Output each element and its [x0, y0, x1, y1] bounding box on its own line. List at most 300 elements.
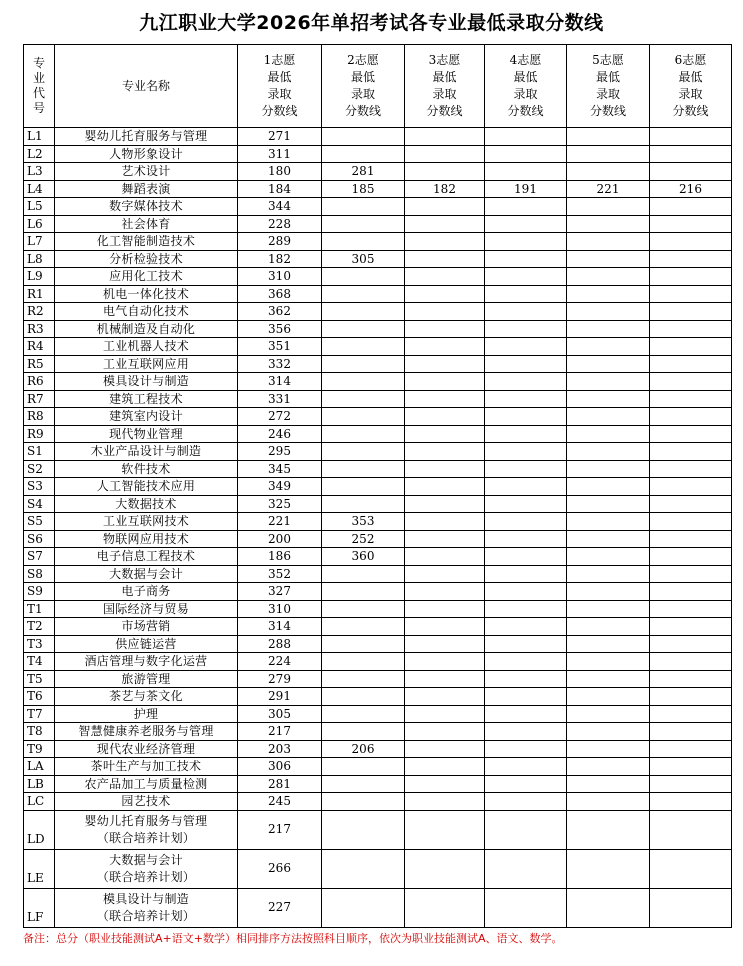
choice-5-score-cell: [567, 355, 650, 373]
major-name-cell: 化工智能制造技术: [55, 233, 238, 251]
table-row: [24, 723, 732, 741]
choice-5-score-cell: [567, 670, 650, 688]
table-row: [24, 793, 732, 811]
choice-4-score-cell: [485, 670, 567, 688]
choice-2-score-cell: [322, 320, 405, 338]
choice-4-score-cell: [485, 758, 567, 776]
major-code-cell: S6: [24, 530, 55, 548]
choice-4-score-cell: [485, 233, 567, 251]
choice-2-score-cell: [322, 849, 405, 888]
choice-1-score-cell: 351: [238, 338, 322, 356]
choice-6-score-cell: [650, 285, 732, 303]
choice-1-score-cell: 352: [238, 565, 322, 583]
choice-5-score-cell: [567, 775, 650, 793]
choice-4-score-cell: [485, 513, 567, 531]
major-name-cell: 供应链运营: [55, 635, 238, 653]
choice-1-score-cell: 200: [238, 530, 322, 548]
choice-3-score-cell: [405, 390, 485, 408]
choice-5-score-cell: [567, 495, 650, 513]
table-row: [24, 758, 732, 776]
major-code-cell: S3: [24, 478, 55, 496]
header-line: 录取: [432, 87, 457, 101]
major-name-cell: 市场营销: [55, 618, 238, 636]
header-line: 最低: [513, 70, 538, 84]
table-row: [24, 810, 732, 849]
major-name-cell: 护理: [55, 705, 238, 723]
table-row: [24, 888, 732, 927]
header-line: 3志愿: [428, 53, 461, 67]
choice-1-score-cell: 306: [238, 758, 322, 776]
choice-4-score-cell: [485, 810, 567, 849]
choice-2-score-cell: 360: [322, 548, 405, 566]
choice-6-score-cell: [650, 320, 732, 338]
admission-score-table: [23, 44, 732, 928]
choice-6-score-cell: [650, 758, 732, 776]
choice-1-score-cell: 345: [238, 460, 322, 478]
choice-6-score-cell: [650, 268, 732, 286]
choice-2-score-cell: [322, 303, 405, 321]
choice-3-score-cell: [405, 198, 485, 216]
major-name-cell: 软件技术: [55, 460, 238, 478]
table-row: [24, 478, 732, 496]
major-name-line: 模具设计与制造: [102, 891, 190, 906]
header-choice-1: [238, 45, 322, 128]
choice-6-score-cell: [650, 635, 732, 653]
choice-1-score-cell: 217: [238, 723, 322, 741]
header-line: 最低: [432, 70, 457, 84]
choice-1-score-cell: 310: [238, 600, 322, 618]
major-name-line: 大数据与会计: [109, 852, 183, 867]
header-line: 分数线: [261, 104, 298, 118]
table-row: [24, 460, 732, 478]
choice-6-score-cell: [650, 390, 732, 408]
major-plan-line: （联合培养计划）: [96, 869, 196, 884]
major-code-cell: L9: [24, 268, 55, 286]
choice-4-score-cell: [485, 373, 567, 391]
choice-3-score-cell: [405, 849, 485, 888]
choice-1-score-cell: 245: [238, 793, 322, 811]
choice-2-score-cell: [322, 233, 405, 251]
header-code-line: 号: [32, 101, 45, 115]
choice-3-score-cell: [405, 460, 485, 478]
table-row: [24, 618, 732, 636]
choice-4-score-cell: [485, 618, 567, 636]
choice-5-score-cell: [567, 233, 650, 251]
choice-5-score-cell: [567, 320, 650, 338]
choice-5-score-cell: [567, 688, 650, 706]
choice-4-score-cell: [485, 320, 567, 338]
choice-1-score-cell: 281: [238, 775, 322, 793]
table-row: [24, 390, 732, 408]
choice-6-score-cell: [650, 303, 732, 321]
header-choice-6: [650, 45, 732, 128]
major-code-cell: L4: [24, 180, 55, 198]
header-line: 1志愿: [263, 53, 296, 67]
major-code-cell: LD: [24, 810, 55, 849]
major-plan-line: （联合培养计划）: [96, 830, 196, 845]
choice-3-score-cell: [405, 688, 485, 706]
choice-4-score-cell: [485, 145, 567, 163]
major-code-cell: R6: [24, 373, 55, 391]
major-code-cell: LE: [24, 849, 55, 888]
choice-3-score-cell: [405, 758, 485, 776]
header-line: 录取: [350, 87, 375, 101]
major-code-cell: T1: [24, 600, 55, 618]
table-row: [24, 775, 732, 793]
header-line: 分数线: [344, 104, 381, 118]
table-row: [24, 180, 732, 198]
choice-6-score-cell: [650, 618, 732, 636]
major-code-cell: LC: [24, 793, 55, 811]
choice-4-score-cell: [485, 548, 567, 566]
choice-5-score-cell: 221: [567, 180, 650, 198]
choice-3-score-cell: [405, 478, 485, 496]
choice-1-score-cell: 279: [238, 670, 322, 688]
header-choice-3: [405, 45, 485, 128]
choice-2-score-cell: [322, 705, 405, 723]
table-row: [24, 635, 732, 653]
major-name-cell: 工业互联网技术: [55, 513, 238, 531]
major-name-cell: 人物形象设计: [55, 145, 238, 163]
major-code-cell: T2: [24, 618, 55, 636]
header-line: 4志愿: [509, 53, 542, 67]
choice-1-score-cell: 289: [238, 233, 322, 251]
table-row: [24, 233, 732, 251]
choice-2-score-cell: 353: [322, 513, 405, 531]
major-code-cell: R8: [24, 408, 55, 426]
choice-6-score-cell: [650, 338, 732, 356]
header-line: 录取: [595, 87, 620, 101]
choice-3-score-cell: [405, 583, 485, 601]
table-row: [24, 128, 732, 146]
choice-6-score-cell: [650, 425, 732, 443]
choice-4-score-cell: [485, 425, 567, 443]
header-major-code: [24, 45, 55, 128]
choice-3-score-cell: [405, 495, 485, 513]
major-name-cell: 机电一体化技术: [55, 285, 238, 303]
choice-5-score-cell: [567, 390, 650, 408]
choice-4-score-cell: [485, 740, 567, 758]
major-name-cell: [55, 810, 238, 849]
choice-2-score-cell: [322, 460, 405, 478]
choice-6-score-cell: [650, 233, 732, 251]
major-name-cell: [55, 888, 238, 927]
major-code-cell: L1: [24, 128, 55, 146]
header-line: 最低: [350, 70, 375, 84]
major-name-cell: 建筑工程技术: [55, 390, 238, 408]
major-code-cell: S2: [24, 460, 55, 478]
header-line: 2志愿: [347, 53, 379, 67]
choice-3-score-cell: [405, 163, 485, 181]
major-name-cell: 农产品加工与质量检测: [55, 775, 238, 793]
choice-1-score-cell: 291: [238, 688, 322, 706]
choice-3-score-cell: [405, 145, 485, 163]
major-name-cell: 工业机器人技术: [55, 338, 238, 356]
header-major-name: [55, 45, 238, 128]
choice-1-score-cell: 295: [238, 443, 322, 461]
major-name-cell: 国际经济与贸易: [55, 600, 238, 618]
choice-4-score-cell: [485, 250, 567, 268]
choice-2-score-cell: [322, 653, 405, 671]
choice-3-score-cell: [405, 793, 485, 811]
table-row: [24, 705, 732, 723]
choice-1-score-cell: 344: [238, 198, 322, 216]
choice-3-score-cell: [405, 740, 485, 758]
header-line: 录取: [267, 87, 292, 101]
choice-1-score-cell: 266: [238, 849, 322, 888]
header-line: 分数线: [672, 104, 709, 118]
choice-6-score-cell: [650, 740, 732, 758]
choice-4-score-cell: [485, 460, 567, 478]
major-name-cell: 酒店管理与数字化运营: [55, 653, 238, 671]
major-name-cell: 分析检验技术: [55, 250, 238, 268]
choice-2-score-cell: [322, 355, 405, 373]
header-code-line: 业: [32, 71, 45, 85]
choice-1-score-cell: 246: [238, 425, 322, 443]
major-name-cell: 木业产品设计与制造: [55, 443, 238, 461]
choice-1-score-cell: 331: [238, 390, 322, 408]
choice-1-score-cell: 186: [238, 548, 322, 566]
choice-2-score-cell: [322, 285, 405, 303]
choice-3-score-cell: [405, 268, 485, 286]
choice-1-score-cell: 325: [238, 495, 322, 513]
choice-1-score-cell: 349: [238, 478, 322, 496]
major-name-cell: 艺术设计: [55, 163, 238, 181]
choice-5-score-cell: [567, 373, 650, 391]
choice-4-score-cell: [485, 390, 567, 408]
major-code-cell: R7: [24, 390, 55, 408]
major-name-cell: 茶艺与茶文化: [55, 688, 238, 706]
choice-2-score-cell: [322, 758, 405, 776]
table-row: [24, 408, 732, 426]
header-line: 分数线: [589, 104, 626, 118]
choice-5-score-cell: [567, 338, 650, 356]
choice-3-score-cell: [405, 565, 485, 583]
choice-3-score-cell: 182: [405, 180, 485, 198]
table-row: [24, 163, 732, 181]
header-line: 6志愿: [674, 53, 707, 67]
choice-2-score-cell: [322, 583, 405, 601]
choice-4-score-cell: [485, 268, 567, 286]
choice-6-score-cell: [650, 888, 732, 927]
choice-2-score-cell: [322, 600, 405, 618]
choice-5-score-cell: [567, 268, 650, 286]
table-row: [24, 425, 732, 443]
choice-2-score-cell: [322, 408, 405, 426]
major-name-cell: 数字媒体技术: [55, 198, 238, 216]
major-code-cell: LF: [24, 888, 55, 927]
choice-3-score-cell: [405, 888, 485, 927]
choice-4-score-cell: [485, 215, 567, 233]
choice-6-score-cell: [650, 583, 732, 601]
choice-4-score-cell: [485, 303, 567, 321]
header-choice-2: [322, 45, 405, 128]
table-row: [24, 583, 732, 601]
major-name-cell: 园艺技术: [55, 793, 238, 811]
choice-4-score-cell: [485, 775, 567, 793]
major-name-cell: [55, 849, 238, 888]
choice-6-score-cell: [650, 600, 732, 618]
choice-1-score-cell: 327: [238, 583, 322, 601]
choice-2-score-cell: [322, 688, 405, 706]
choice-4-score-cell: [485, 600, 567, 618]
major-code-cell: S5: [24, 513, 55, 531]
header-line: 最低: [595, 70, 620, 84]
choice-3-score-cell: [405, 600, 485, 618]
choice-1-score-cell: 305: [238, 705, 322, 723]
choice-2-score-cell: 305: [322, 250, 405, 268]
choice-2-score-cell: [322, 618, 405, 636]
choice-3-score-cell: [405, 373, 485, 391]
choice-4-score-cell: [485, 128, 567, 146]
choice-5-score-cell: [567, 425, 650, 443]
major-code-cell: T6: [24, 688, 55, 706]
choice-5-score-cell: [567, 285, 650, 303]
major-name-cell: 电子信息工程技术: [55, 548, 238, 566]
table-row: [24, 320, 732, 338]
choice-3-score-cell: [405, 548, 485, 566]
major-code-cell: LA: [24, 758, 55, 776]
major-name-cell: 人工智能技术应用: [55, 478, 238, 496]
choice-2-score-cell: [322, 775, 405, 793]
choice-6-score-cell: [650, 355, 732, 373]
choice-3-score-cell: [405, 320, 485, 338]
choice-6-score-cell: [650, 849, 732, 888]
major-name-cell: 现代物业管理: [55, 425, 238, 443]
choice-1-score-cell: 272: [238, 408, 322, 426]
choice-3-score-cell: [405, 513, 485, 531]
choice-5-score-cell: [567, 478, 650, 496]
footnote: 备注：总分（职业技能测试A+语文+数学）相同排序方法按照科目顺序，依次为职业技能测试A、语文、数学。: [23, 932, 563, 945]
choice-5-score-cell: [567, 198, 650, 216]
choice-4-score-cell: [485, 849, 567, 888]
choice-5-score-cell: [567, 583, 650, 601]
choice-3-score-cell: [405, 285, 485, 303]
choice-2-score-cell: [322, 338, 405, 356]
choice-1-score-cell: 221: [238, 513, 322, 531]
choice-2-score-cell: [322, 723, 405, 741]
major-code-cell: T8: [24, 723, 55, 741]
major-name-cell: 应用化工技术: [55, 268, 238, 286]
choice-4-score-cell: [485, 583, 567, 601]
major-code-cell: L7: [24, 233, 55, 251]
choice-6-score-cell: [650, 670, 732, 688]
choice-6-score-cell: [650, 513, 732, 531]
major-name-cell: 智慧健康养老服务与管理: [55, 723, 238, 741]
major-code-cell: S9: [24, 583, 55, 601]
table-row: [24, 530, 732, 548]
major-name-cell: 工业互联网应用: [55, 355, 238, 373]
choice-6-score-cell: [650, 163, 732, 181]
table-row: [24, 565, 732, 583]
major-name-cell: 大数据与会计: [55, 565, 238, 583]
major-name-cell: 机械制造及自动化: [55, 320, 238, 338]
table-row: [24, 198, 732, 216]
choice-6-score-cell: [650, 145, 732, 163]
choice-1-score-cell: 182: [238, 250, 322, 268]
table-row: [24, 355, 732, 373]
header-code-line: 专: [32, 56, 45, 70]
choice-5-score-cell: [567, 618, 650, 636]
choice-1-score-cell: 217: [238, 810, 322, 849]
header-code-line: 代: [32, 86, 45, 100]
choice-3-score-cell: [405, 653, 485, 671]
choice-4-score-cell: [485, 530, 567, 548]
choice-3-score-cell: [405, 530, 485, 548]
major-code-cell: R9: [24, 425, 55, 443]
choice-4-score-cell: [485, 565, 567, 583]
major-code-cell: L8: [24, 250, 55, 268]
choice-5-score-cell: [567, 145, 650, 163]
choice-3-score-cell: [405, 425, 485, 443]
choice-3-score-cell: [405, 810, 485, 849]
table-row: [24, 215, 732, 233]
choice-2-score-cell: [322, 810, 405, 849]
choice-6-score-cell: [650, 460, 732, 478]
choice-2-score-cell: [322, 215, 405, 233]
major-code-cell: T4: [24, 653, 55, 671]
choice-6-score-cell: [650, 565, 732, 583]
choice-3-score-cell: [405, 250, 485, 268]
choice-6-score-cell: [650, 653, 732, 671]
major-code-cell: T9: [24, 740, 55, 758]
choice-1-score-cell: 288: [238, 635, 322, 653]
choice-2-score-cell: 252: [322, 530, 405, 548]
choice-1-score-cell: 228: [238, 215, 322, 233]
choice-1-score-cell: 180: [238, 163, 322, 181]
major-name-cell: 电子商务: [55, 583, 238, 601]
choice-5-score-cell: [567, 758, 650, 776]
choice-2-score-cell: [322, 635, 405, 653]
choice-2-score-cell: [322, 888, 405, 927]
choice-6-score-cell: [650, 548, 732, 566]
table-row: [24, 495, 732, 513]
choice-5-score-cell: [567, 723, 650, 741]
major-name-cell: 舞蹈表演: [55, 180, 238, 198]
choice-4-score-cell: [485, 163, 567, 181]
choice-4-score-cell: [485, 198, 567, 216]
choice-3-score-cell: [405, 443, 485, 461]
major-code-cell: T7: [24, 705, 55, 723]
choice-5-score-cell: [567, 128, 650, 146]
choice-6-score-cell: [650, 688, 732, 706]
choice-5-score-cell: [567, 443, 650, 461]
choice-2-score-cell: [322, 425, 405, 443]
choice-3-score-cell: [405, 128, 485, 146]
choice-5-score-cell: [567, 565, 650, 583]
table-row: [24, 373, 732, 391]
major-code-cell: S4: [24, 495, 55, 513]
major-name-cell: 社会体育: [55, 215, 238, 233]
choice-3-score-cell: [405, 635, 485, 653]
header-line: 最低: [267, 70, 292, 84]
table-row: [24, 268, 732, 286]
major-code-cell: S7: [24, 548, 55, 566]
choice-3-score-cell: [405, 233, 485, 251]
choice-1-score-cell: 368: [238, 285, 322, 303]
choice-2-score-cell: [322, 198, 405, 216]
major-code-cell: L6: [24, 215, 55, 233]
choice-6-score-cell: [650, 530, 732, 548]
table-row: [24, 653, 732, 671]
choice-6-score-cell: [650, 723, 732, 741]
table-row: [24, 250, 732, 268]
choice-4-score-cell: [485, 635, 567, 653]
choice-1-score-cell: 356: [238, 320, 322, 338]
header-line: 分数线: [507, 104, 544, 118]
choice-1-score-cell: 271: [238, 128, 322, 146]
choice-6-score-cell: [650, 793, 732, 811]
